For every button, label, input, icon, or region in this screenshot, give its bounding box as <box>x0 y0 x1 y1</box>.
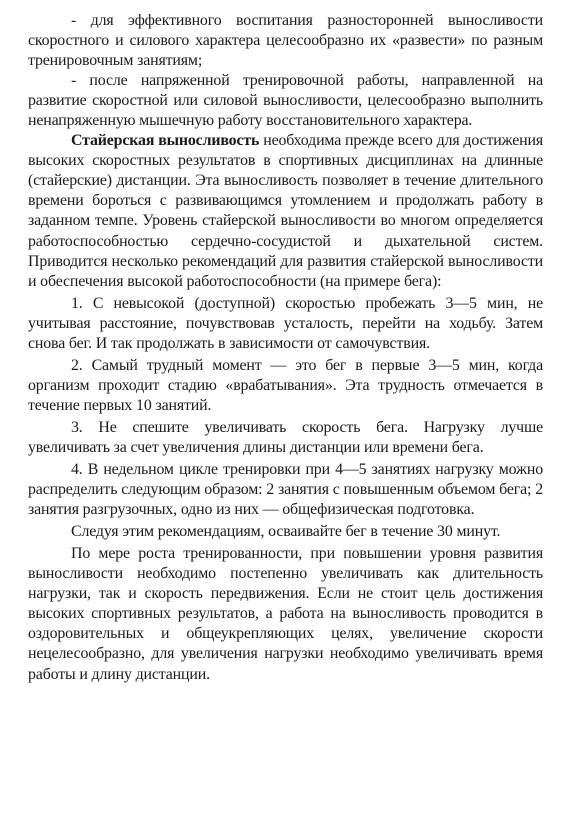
recommendation-4 <box>28 460 543 520</box>
paragraph-text: По мере роста тренированности, при повышении уровня развития выносливости необходимо постепенно увеличивать как длительность нагрузки, так и скорость передвижения. Если не стоит цель достижения высоких спортивных результатов, а работа на выносливость проводится в оздоровительных и общеукрепляющих целях, увеличение скорости нецелесообразно, для увеличения нагрузки необходимо увеличивать время работы и длину дистанции. <box>28 545 543 683</box>
paragraph-text: - для эффективного воспитания разносторонней выносливости скоростного и силового характера целесообразно их «развести» по разным тренировочным занятиям; <box>28 12 543 70</box>
recommendation-2 <box>28 356 543 416</box>
paragraph-bullet-1 <box>28 11 543 71</box>
recommendation-3 <box>28 418 543 458</box>
paragraph-text: Следуя этим рекомендациям, осваивайте бег в течение 30 минут. <box>71 523 501 541</box>
recommendation-1 <box>28 294 543 354</box>
paragraph-text: 2. Самый трудный момент — это бег в первые 3—5 мин, когда организм проходит стадию «врабатывания». Эта трудность отмечается в течение первых 10 занятий. <box>28 356 543 414</box>
paragraph-bullet-2 <box>28 71 543 131</box>
document-page <box>28 11 543 685</box>
paragraph-text: 1. С невысокой (доступной) скоростью пробежать 3—5 мин, не учитывая расстояние, почувствовав усталость, перейти на ходьбу. Затем снова бег. И так продолжать в зависимости от самочувствия. <box>28 294 543 352</box>
paragraph-text: 4. В недельном цикле тренировки при 4—5 занятиях нагрузку можно распределить следующим образом: 2 занятия с повышенным объемом бега; 2 занятия разгрузочных, одно из них — общефизическая подготовка. <box>28 461 543 519</box>
paragraph-text: необходима прежде всего для достижения высоких скоростных результатов в спортивных дисциплинах на длинные (стайерские) дистанции. Эта выносливость позволяет в течение длительного времени бороться с развивающимся утомлением и продолжать работу в заданном темпе. Уровень стайерской выносливости во многом определяется работоспособностью сердечно-сосудистой и дыхательной систем. Приводится несколько рекомендаций для развития стайерской выносливости и обеспечения высокой работоспособности (на примере бега): <box>28 132 544 290</box>
paragraph-text: - после напряженной тренировочной работы, направленной на развитие скоростной или силовой выносливости, целесообразно выполнить ненапряженную мышечную работу восстановительного характера. <box>28 72 543 130</box>
paragraph-training-progress <box>28 544 543 684</box>
paragraph-stayer-endurance <box>28 131 543 291</box>
paragraph-text: 3. Не спешите увеличивать скорость бега. Нагрузку лучше увеличивать за счет увеличения длины дистанции или времени бега. <box>28 418 543 456</box>
paragraph-follow-recommendations <box>28 522 543 542</box>
term-heading: Стайерская выносливость <box>71 132 260 150</box>
